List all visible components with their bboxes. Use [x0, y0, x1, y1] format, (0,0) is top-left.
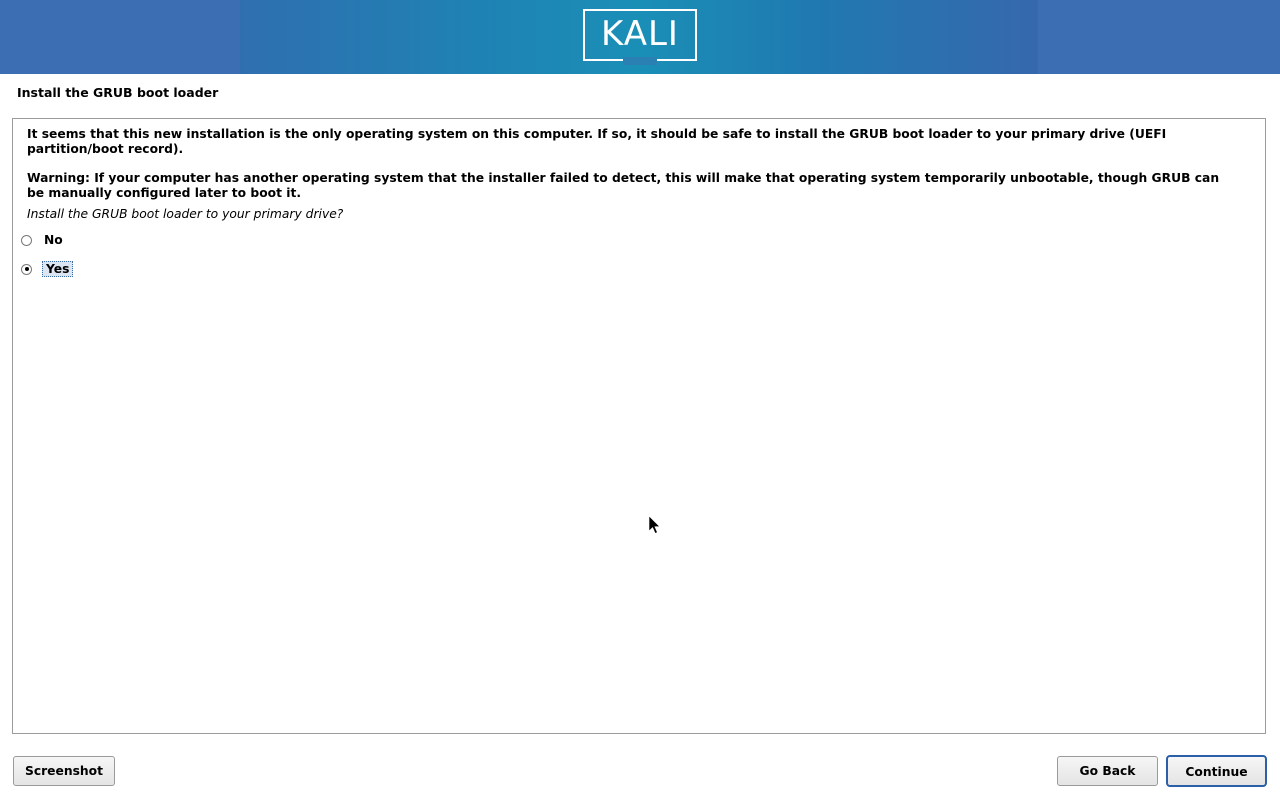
radio-no-label[interactable]: No	[44, 233, 63, 247]
screenshot-button[interactable]: Screenshot	[13, 756, 115, 786]
content-panel	[12, 118, 1266, 734]
question-label: Install the GRUB boot loader to your primary drive?	[27, 207, 344, 221]
kali-banner	[0, 0, 1280, 74]
info-paragraph: It seems that this new installation is the only operating system on this computer. If so, it should be safe to install the GRUB boot loader to your primary drive (UEFI partition/boot record).	[27, 127, 1167, 156]
go-back-button[interactable]: Go Back	[1057, 756, 1158, 786]
kali-logo	[0, 9, 1280, 61]
kali-logo-text: KALI	[601, 14, 679, 54]
radio-no-icon[interactable]	[21, 235, 32, 246]
mouse-pointer-icon	[649, 516, 661, 535]
radio-yes-icon[interactable]	[21, 264, 32, 275]
page-title: Install the GRUB boot loader	[17, 85, 219, 100]
kali-logo-notch	[623, 57, 657, 65]
warning-paragraph: Warning: If your computer has another operating system that the installer failed to detect, this will make that operating system temporarily unbootable, though GRUB can be manually configured later to boot it.	[27, 171, 1220, 200]
radio-option-yes[interactable]	[21, 261, 73, 277]
radio-yes-label[interactable]: Yes	[42, 261, 73, 277]
continue-button[interactable]: Continue	[1166, 755, 1267, 787]
radio-option-no[interactable]	[21, 233, 65, 247]
